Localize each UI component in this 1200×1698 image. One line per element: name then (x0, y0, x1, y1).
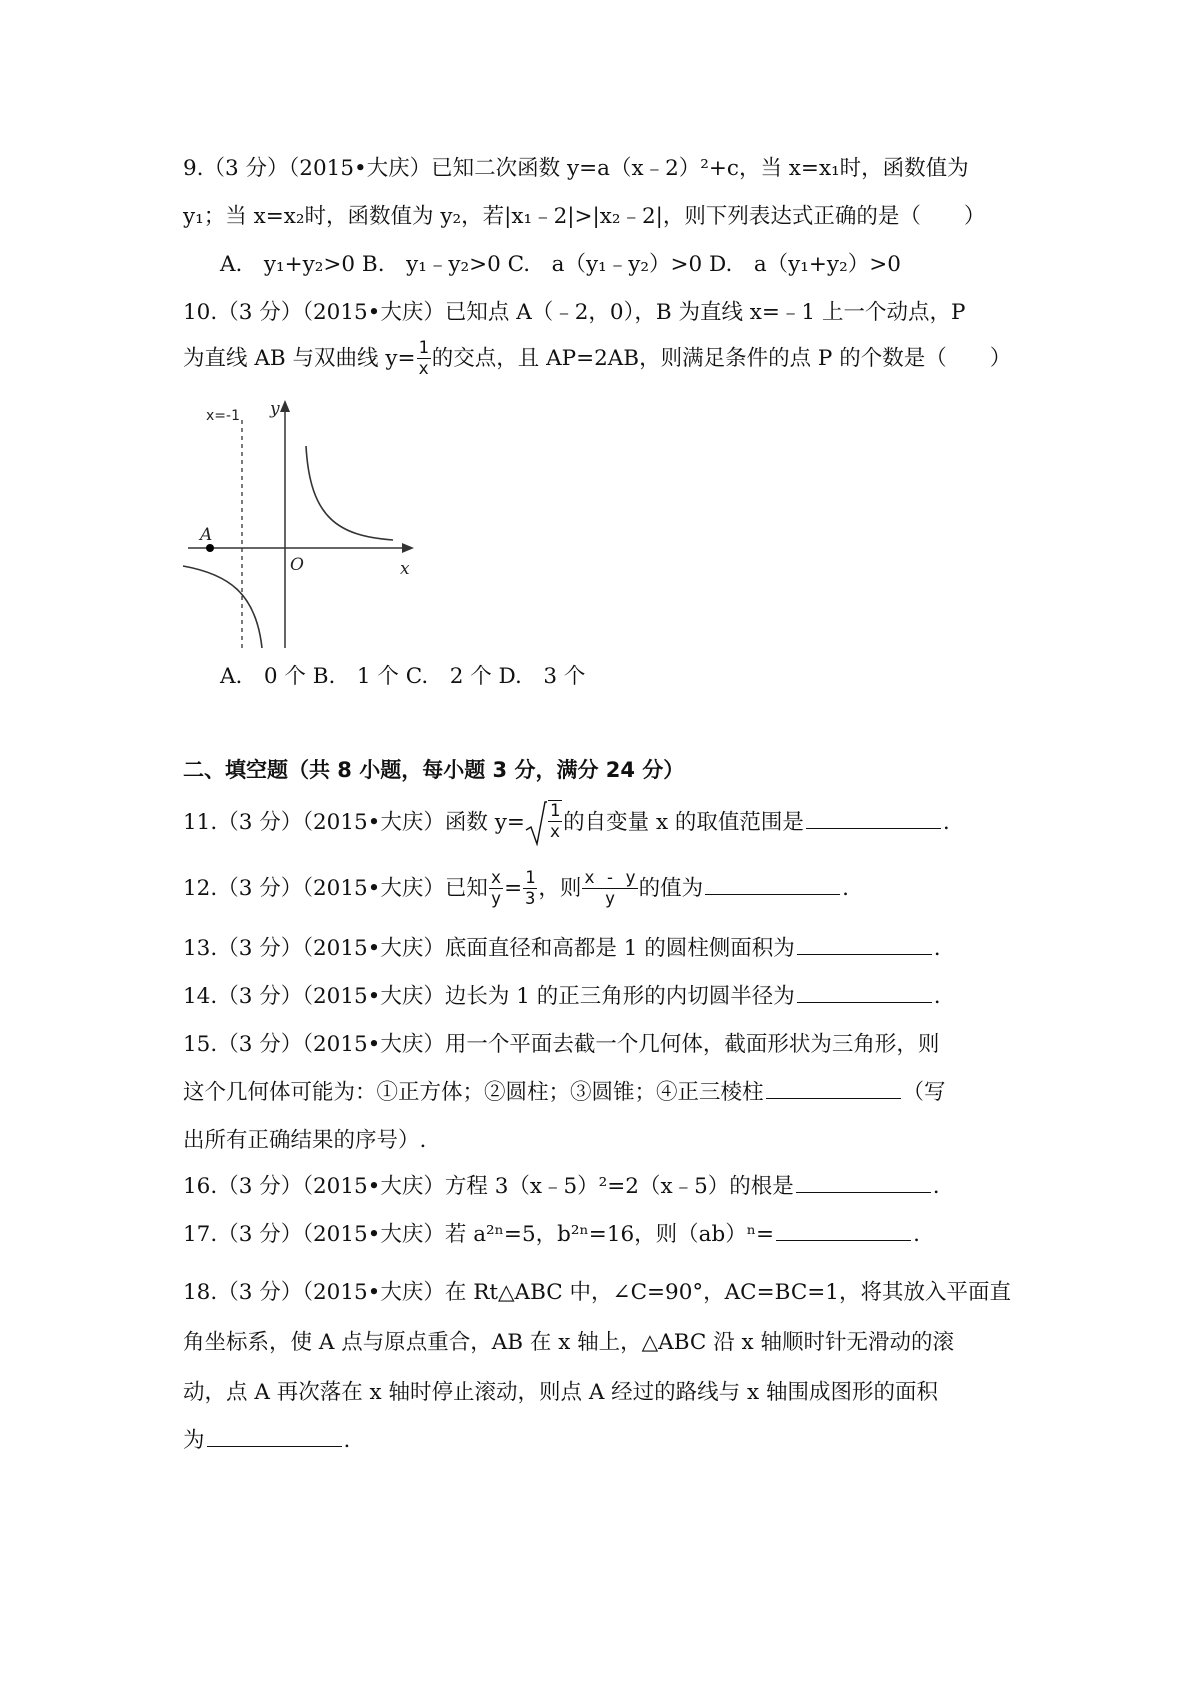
q10-frac-den: x (418, 359, 429, 379)
y-axis-arrow-icon (280, 400, 290, 412)
label-origin: O (290, 555, 304, 575)
answer-blank-16[interactable] (796, 1191, 931, 1193)
q10-line2 (183, 340, 1011, 378)
q18-line3: 动，点 A 再次落在 x 轴时停止滚动，则点 A 经过的路线与 x 轴围成图形的面积 (183, 1380, 938, 1405)
q12-f2-num: 1 (525, 868, 536, 888)
section-title: 二、填空题（共 8 小题，每小题 3 分，满分 24 分） (183, 758, 685, 782)
q12-fraction-2 (523, 870, 537, 908)
q11-frac-num: 1 (549, 801, 561, 821)
label-point-a: A (200, 525, 213, 545)
q12-f1-den: y (490, 889, 502, 909)
q17-text: 17.（3 分）（2015•大庆）若 a²ⁿ=5，b²ⁿ=16，则（ab）ⁿ= (183, 1222, 775, 1247)
q12-eq: = (504, 876, 523, 901)
answer-blank-18[interactable] (207, 1445, 342, 1447)
hyperbola-graph (178, 398, 418, 648)
q10-line2-pre: 为直线 AB 与双曲线 y= (183, 346, 416, 371)
q18-line4 (183, 1430, 350, 1452)
q10-options: A. 0 个 B. 1 个 C. 2 个 D. 3 个 (220, 664, 586, 689)
q12-fraction-3 (582, 870, 637, 908)
sqrt-icon (525, 800, 547, 846)
q9-line2: y₁；当 x=x₂时，函数值为 y₂，若|x₁﹣2|>|x₂﹣2|，则下列表达式正确的是（ ） (183, 204, 986, 229)
label-x-line: x=-1 (206, 408, 240, 424)
q13-line (183, 938, 941, 960)
q12-post: 的值为 (638, 876, 704, 901)
q10-frac-num: 1 (418, 338, 429, 358)
q12-f2-den: 3 (525, 889, 536, 909)
q18-line4-text: 为 (183, 1428, 205, 1453)
q15-line2 (183, 1082, 946, 1104)
answer-blank-15[interactable] (766, 1097, 901, 1099)
q17-end: . (913, 1222, 920, 1247)
q12-f3-num: x - y (584, 868, 636, 888)
q11-post: 的自变量 x 的取值范围是 (563, 810, 804, 835)
q12-end: . (842, 876, 849, 901)
q11-pre: 11.（3 分）（2015•大庆）函数 y= (183, 810, 525, 835)
q18-line2: 角坐标系，使 A 点与原点重合，AB 在 x 轴上，△ABC 沿 x 轴顺时针无滑动的滚 (183, 1330, 954, 1355)
hyperbola-branch-upper (306, 446, 393, 540)
point-a (206, 544, 214, 552)
q15-line2-end: （写 (902, 1080, 946, 1105)
q11-frac-den: x (549, 822, 561, 842)
label-x-axis: x (400, 559, 410, 579)
hyperbola-branch-lower (183, 566, 262, 648)
q14-line (183, 986, 941, 1008)
q12-fraction-1 (489, 870, 503, 908)
q15-line3: 出所有正确结果的序号）. (183, 1128, 427, 1153)
q18-end: . (343, 1428, 351, 1453)
q11-line (183, 800, 950, 846)
q11-fraction (548, 800, 562, 846)
q16-text: 16.（3 分）（2015•大庆）方程 3（x﹣5）²=2（x﹣5）的根是 (183, 1174, 794, 1199)
q14-text: 14.（3 分）（2015•大庆）边长为 1 的正三角形的内切圆半径为 (183, 984, 795, 1009)
q16-end: . (932, 1174, 940, 1199)
label-y-axis: y (270, 399, 280, 419)
q9-options: A. y₁+y₂>0 B. y₁﹣y₂>0 C. a（y₁﹣y₂）>0 D. a（y₁+y₂）>0 (220, 252, 901, 277)
q15-line2-text: 这个几何体可能为：①正方体；②圆柱；③圆锥；④正三棱柱 (183, 1080, 764, 1105)
q12-f3-den: y (604, 889, 616, 909)
q13-end: . (933, 936, 941, 961)
q9-line1: 9.（3 分）（2015•大庆）已知二次函数 y=a（x﹣2）²+c，当 x=x₁时，函数值为 (183, 156, 969, 181)
q10-line2-post: 的交点，且 AP=2AB，则满足条件的点 P 的个数是（ ） (431, 346, 1012, 371)
q12-pre: 12.（3 分）（2015•大庆）已知 (183, 876, 488, 901)
q17-line (183, 1224, 920, 1246)
q14-end: . (933, 984, 941, 1009)
answer-blank-14[interactable] (797, 1001, 932, 1003)
q16-line (183, 1176, 940, 1198)
answer-blank-17[interactable] (776, 1239, 911, 1241)
q12-mid: ，则 (538, 876, 582, 901)
answer-blank-12[interactable] (705, 893, 840, 895)
q10-fraction (417, 340, 431, 378)
q15-line1: 15.（3 分）（2015•大庆）用一个平面去截一个几何体，截面形状为三角形，则 (183, 1032, 940, 1057)
answer-blank-11[interactable] (806, 827, 941, 829)
q12-line (183, 870, 849, 908)
q18-line1: 18.（3 分）（2015•大庆）在 Rt△ABC 中，∠C=90°，AC=BC=1，将其放入平面直 (183, 1280, 1011, 1305)
answer-blank-13[interactable] (797, 953, 932, 955)
q13-text: 13.（3 分）（2015•大庆）底面直径和高都是 1 的圆柱侧面积为 (183, 936, 795, 961)
q10-line1: 10.（3 分）（2015•大庆）已知点 A（﹣2，0），B 为直线 x=﹣1 上一个动点，P (183, 300, 966, 325)
q11-sqrt (525, 800, 563, 846)
q11-end: . (942, 810, 950, 835)
q12-f1-num: x (490, 868, 502, 888)
x-axis-arrow-icon (402, 543, 414, 553)
